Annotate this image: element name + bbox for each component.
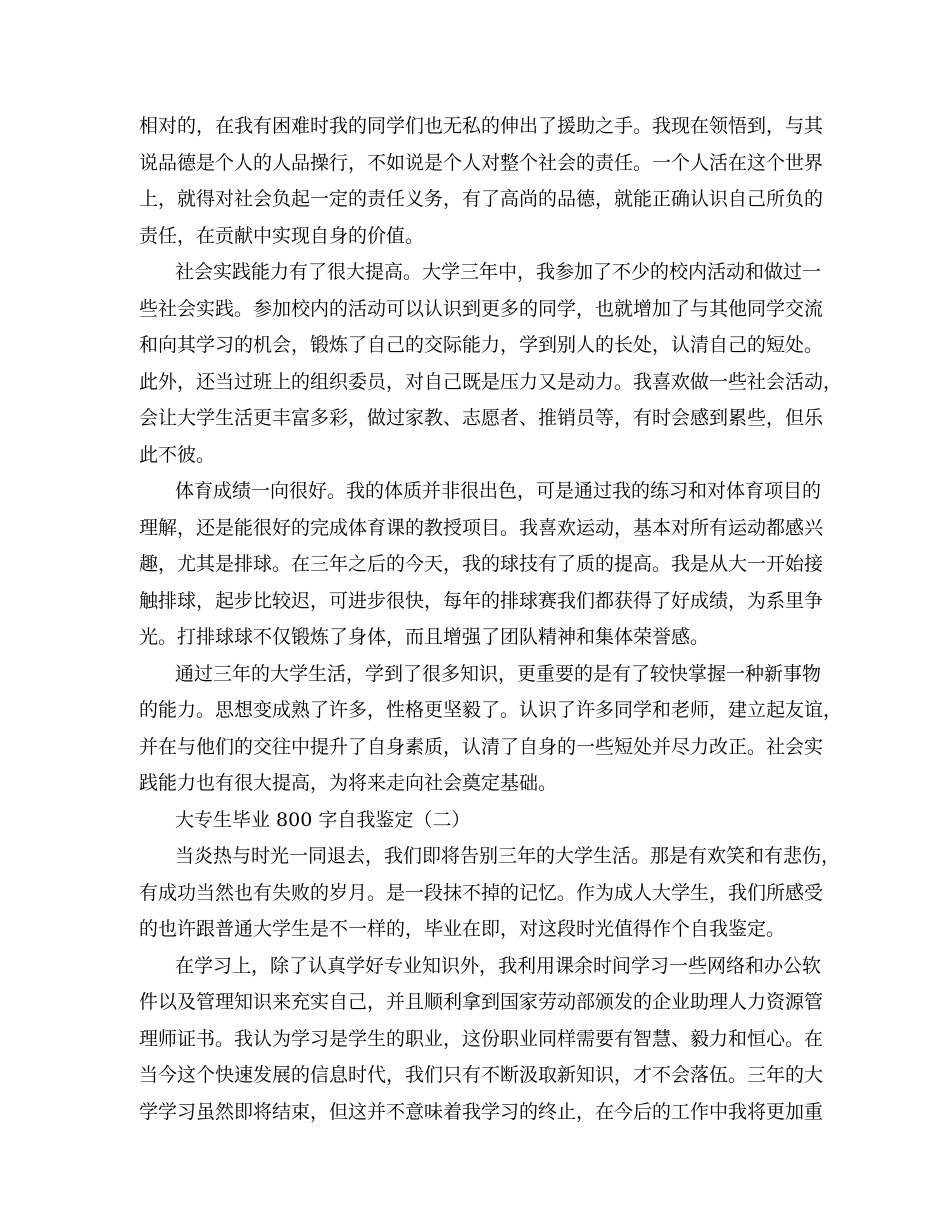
document-body xyxy=(139,108,843,1130)
text-line: 有成功当然也有失败的岁月。是一段抹不掉的记忆。作为成人大学生，我们所感受 xyxy=(139,881,824,904)
text-line: 通过三年的大学生活，学到了很多知识，更重要的是有了较快掌握一种新事物 xyxy=(175,662,822,685)
text-line: 此不彼。 xyxy=(139,443,216,466)
text-line: 光。打排球球不仅锻炼了身体，而且增强了团队精神和集体荣誉感。 xyxy=(139,626,710,648)
text-line: 和向其学习的机会，锻炼了自己的交际能力，学到别人的长处，认清自己的短处。 xyxy=(139,334,824,356)
text-line: 相对的，在我有困难时我的同学们也无私的伸出了援助之手。我现在领悟到，与其 xyxy=(139,115,824,137)
text-line: 理解，还是能很好的完成体育课的教授项目。我喜欢运动，基本对所有运动都感兴 xyxy=(139,516,824,539)
text-line: 学学习虽然即将结束，但这并不意味着我学习的终止，在今后的工作中我将更加重 xyxy=(139,1100,824,1123)
text-line: 件以及管理知识来充实自己，并且顺利拿到国家劳动部颁发的企业助理人力资源管 xyxy=(139,991,824,1013)
text-line: 的能力。思想变成熟了许多，性格更坚毅了。认识了许多同学和老师，建立起友谊， xyxy=(139,699,843,721)
text-line: 理师证书。我认为学习是学生的职业，这份职业同样需要有智慧、毅力和恒心。在 xyxy=(139,1027,824,1050)
text-line: 践能力也有很大提高，为将来走向社会奠定基础。 xyxy=(139,772,558,794)
text-line: 趣，尤其是排球。在三年之后的今天，我的球技有了质的提高。我是从大一开始接 xyxy=(139,553,824,575)
text-line: 社会实践能力有了很大提高。大学三年中，我参加了不少的校内活动和做过一 xyxy=(175,261,822,283)
text-line: 说品德是个人的人品操行，不如说是个人对整个社会的责任。一个人活在这个世界 xyxy=(139,151,824,174)
text-line: 体育成绩一向很好。我的体质并非很出色，可是通过我的练习和对体育项目的 xyxy=(175,480,822,502)
text-line: 在学习上，除了认真学好专业知识外，我利用课余时间学习一些网络和办公软 xyxy=(175,954,822,977)
text-line: 此外，还当过班上的组织委员，对自己既是压力又是动力。我喜欢做一些社会活动， xyxy=(139,370,843,393)
text-line: 当今这个快速发展的信息时代，我们只有不断汲取新知识，才不会落伍。三年的大 xyxy=(139,1064,824,1086)
text-line: 责任，在贡献中实现自身的价值。 xyxy=(139,224,425,247)
text-line: 触排球，起步比较迟，可进步很快，每年的排球赛我们都获得了好成绩，为系里争 xyxy=(139,589,824,612)
text-line: 会让大学生活更丰富多彩，做过家教、志愿者、推销员等，有时会感到累些，但乐 xyxy=(139,407,824,429)
text-line: 当炎热与时光一同退去，我们即将告别三年的大学生活。那是有欢笑和有悲伤， xyxy=(175,845,841,867)
text-line: 上，就得对社会负起一定的责任义务，有了高尚的品德，就能正确认识自己所负的 xyxy=(139,188,824,210)
text-line: 并在与他们的交往中提升了自身素质，认清了自身的一些短处并尽力改正。社会实 xyxy=(139,735,824,758)
text-line: 些社会实践。参加校内的活动可以认识到更多的同学，也就增加了与其他同学交流 xyxy=(139,297,824,320)
text-line: 大专生毕业 800 字自我鉴定（二） xyxy=(175,808,471,831)
text-line: 的也许跟普通大学生是不一样的，毕业在即，对这段时光值得作个自我鉴定。 xyxy=(139,918,786,940)
